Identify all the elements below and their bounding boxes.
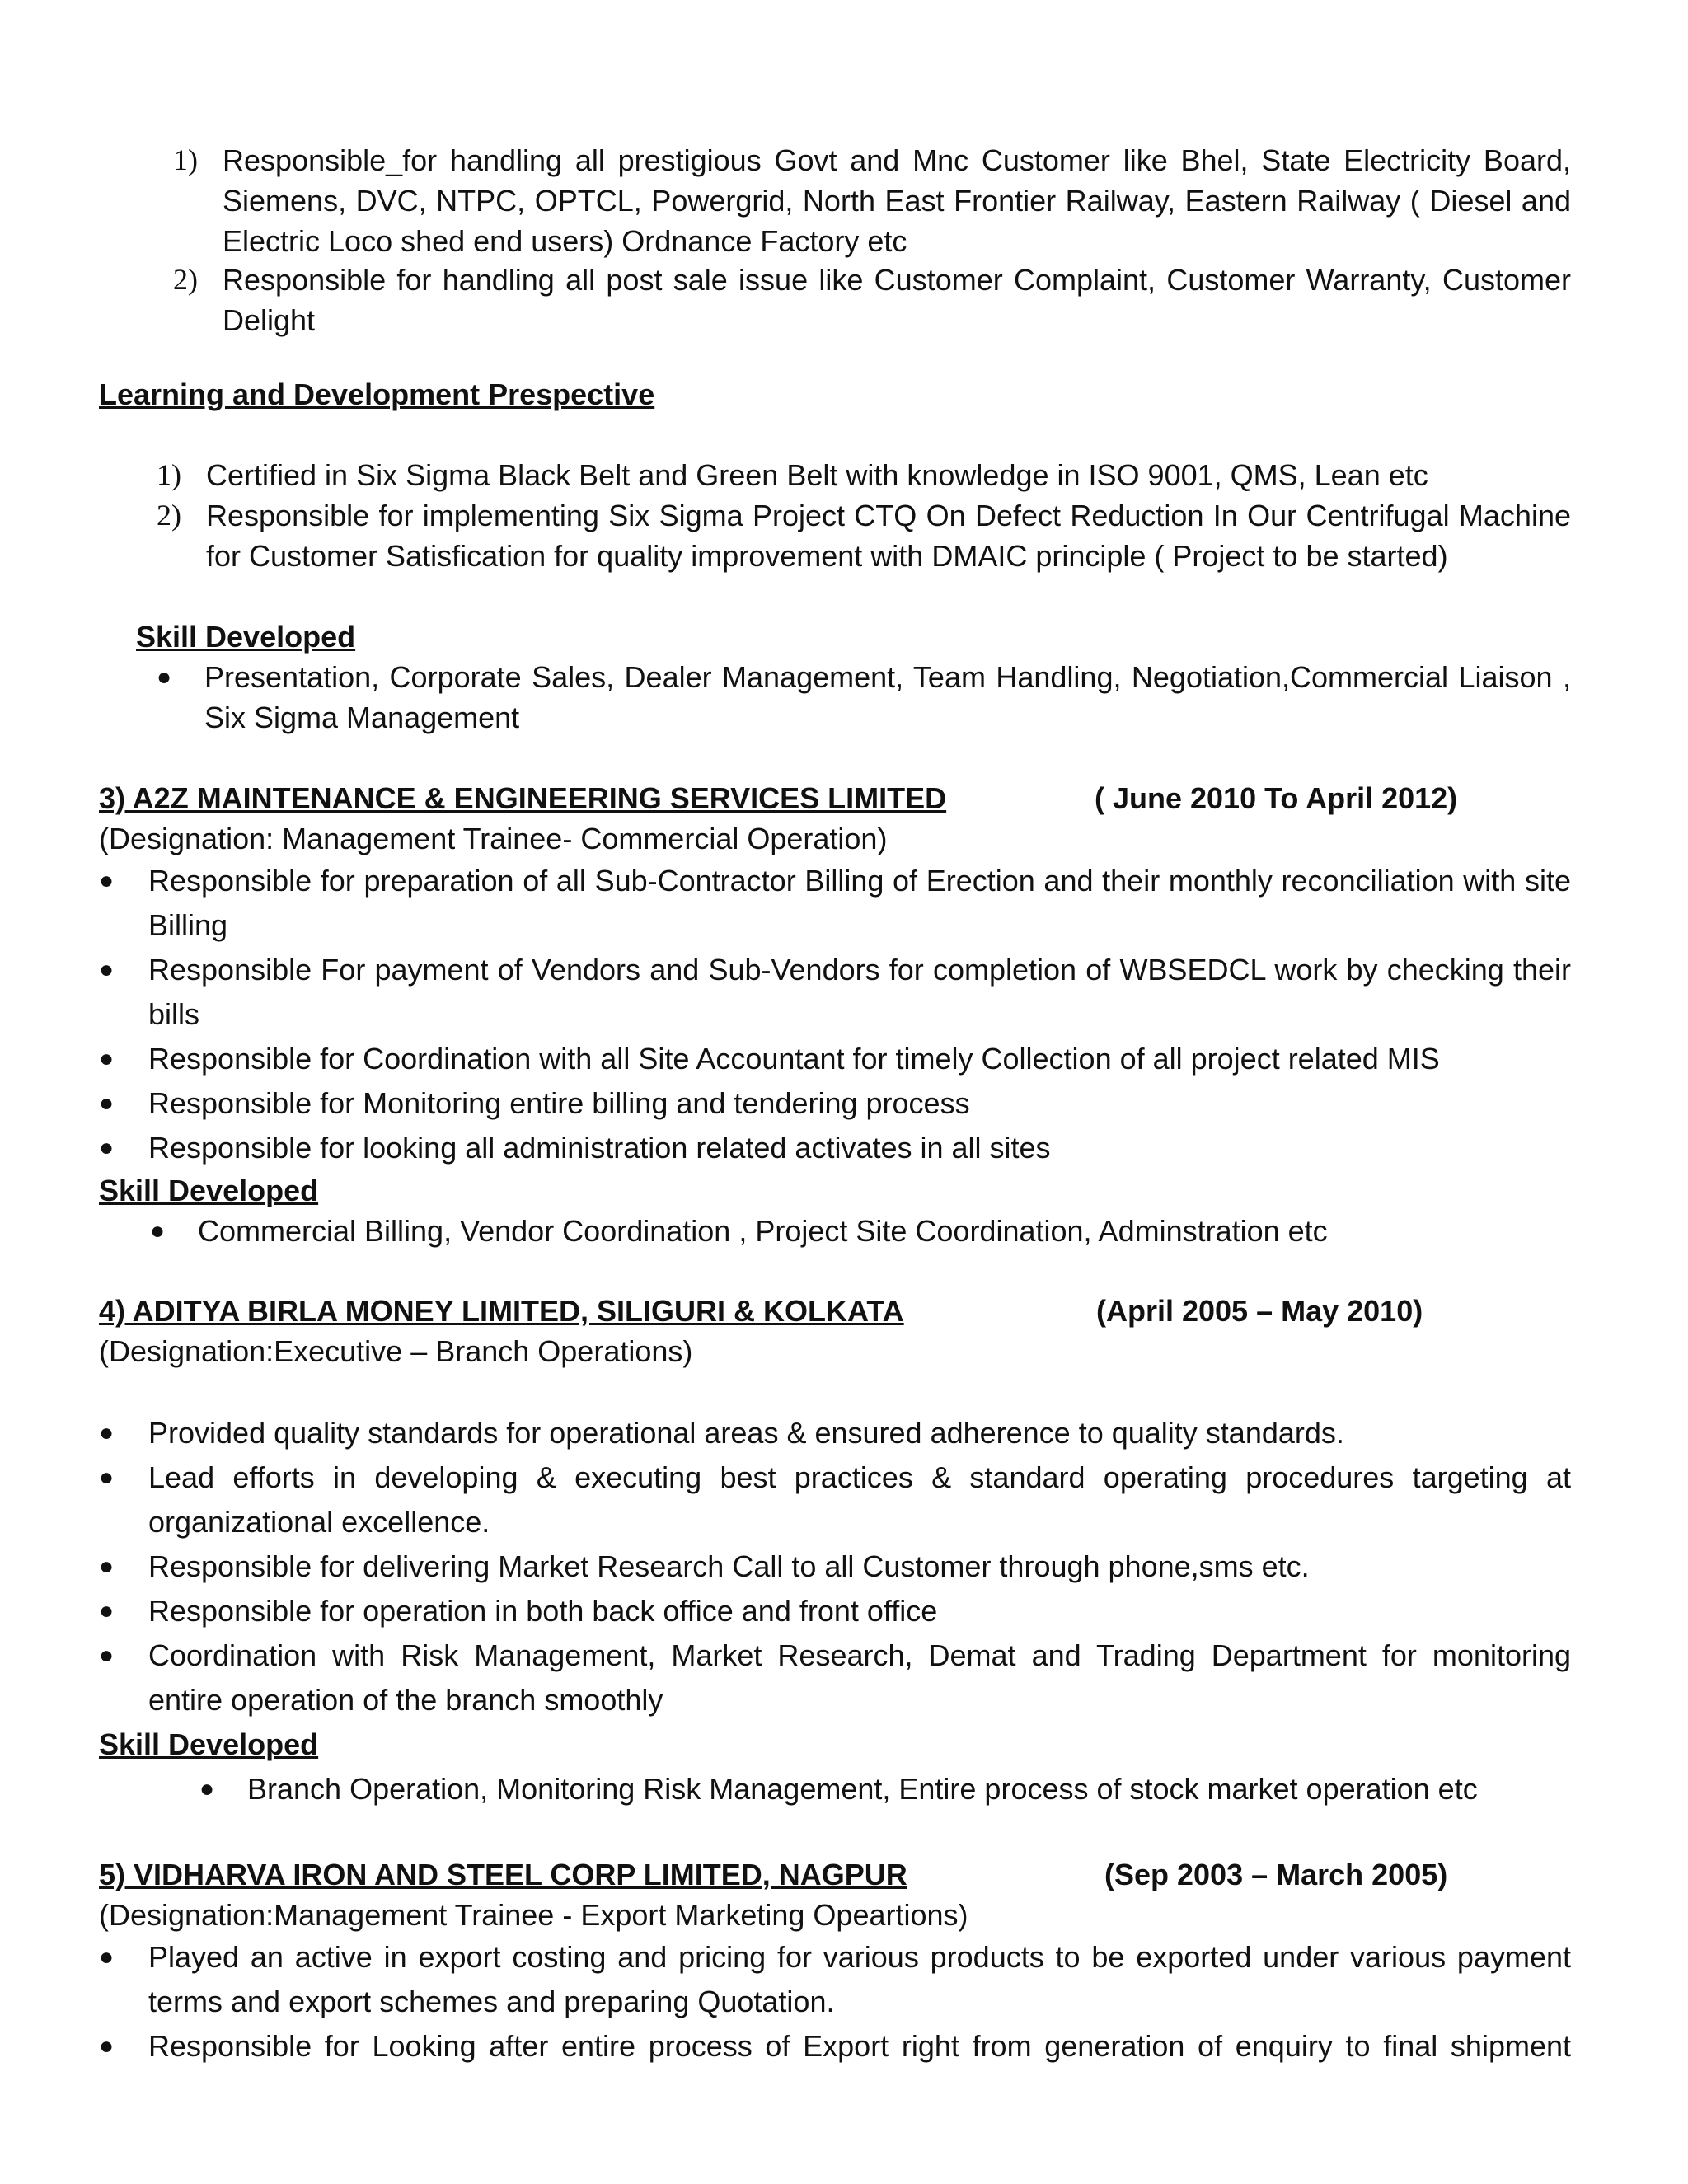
job-dates: ( June 2010 To April 2012) bbox=[1095, 781, 1458, 815]
bullet-icon: ● bbox=[99, 1642, 115, 1669]
bullet-icon: ● bbox=[99, 1597, 115, 1624]
skill-list: Branch Operation, Monitoring Risk Management, Entire process of stock market operation etc bbox=[247, 1772, 1478, 1806]
job-bullet: Responsible for Looking after entire process of Export right from generation of enquiry to final shipment bbox=[148, 2029, 1571, 2063]
job-designation: (Designation:Executive – Branch Operations) bbox=[99, 1334, 693, 1368]
skill-heading: Skill Developed bbox=[99, 1727, 319, 1761]
bullet-icon: ● bbox=[157, 663, 172, 691]
job-title: 4) ADITYA BIRLA MONEY LIMITED, SILIGURI & KOLKATA bbox=[99, 1294, 904, 1328]
job-bullet: Lead efforts in developing & executing best practices & standard operating procedures targeting at organizational excellence. bbox=[148, 1460, 1571, 1539]
job-bullet: Coordination with Risk Management, Market Research, Demat and Trading Department for monitoring entire operation of the branch smoothly bbox=[148, 1638, 1571, 1717]
bullet-icon: ● bbox=[99, 1553, 115, 1580]
list-marker: 2) bbox=[157, 499, 181, 532]
job-dates: (Sep 2003 – March 2005) bbox=[1104, 1858, 1448, 1891]
skill-heading: Skill Developed bbox=[99, 1174, 319, 1207]
job-bullet: Played an active in export costing and pricing for various products to be exported under various payment terms and export schemes and preparing Quotation. bbox=[148, 1940, 1571, 2018]
bullet-icon: ● bbox=[99, 2032, 115, 2060]
bullet-icon: ● bbox=[99, 1464, 115, 1491]
job-title: 3) A2Z MAINTENANCE & ENGINEERING SERVICES LIMITED bbox=[99, 781, 947, 815]
job-title: 5) VIDHARVA IRON AND STEEL CORP LIMITED, NAGPUR bbox=[99, 1858, 907, 1891]
bullet-icon: ● bbox=[199, 1775, 215, 1802]
list-item: Responsible for implementing Six Sigma Project CTQ On Defect Reduction In Our Centrifugal Machine for Customer Satisfication for quality improvement with DMAIC principle ( Project to be started) bbox=[206, 499, 1571, 573]
learning-heading: Learning and Development Prespective bbox=[99, 377, 655, 411]
job-bullet: Responsible for Monitoring entire billing and tendering process bbox=[148, 1086, 970, 1120]
list-marker: 1) bbox=[157, 458, 181, 491]
job-bullet: Responsible For payment of Vendors and Sub-Vendors for completion of WBSEDCL work by checking their bills bbox=[148, 953, 1571, 1031]
job-designation: (Designation: Management Trainee- Commercial Operation) bbox=[99, 822, 888, 855]
bullet-icon: ● bbox=[99, 1943, 115, 1971]
job-bullet: Responsible for preparation of all Sub-Contractor Billing of Erection and their monthly reconciliation with site Billing bbox=[148, 864, 1571, 942]
skill-list: Presentation, Corporate Sales, Dealer Management, Team Handling, Negotiation,Commercial Liaison , Six Sigma Management bbox=[204, 660, 1571, 734]
job-bullet: Responsible for looking all administration related activates in all sites bbox=[148, 1131, 1051, 1165]
skill-list: Commercial Billing, Vendor Coordination , Project Site Coordination, Adminstration etc bbox=[198, 1214, 1328, 1248]
bullet-icon: ● bbox=[99, 956, 115, 983]
job-bullet: Provided quality standards for operational areas & ensured adherence to quality standards. bbox=[148, 1416, 1344, 1450]
list-item: Responsible for handling all post sale issue like Customer Complaint, Customer Warranty, Customer Delight bbox=[223, 263, 1571, 337]
list-marker: 2) bbox=[173, 263, 198, 296]
list-item: Responsible_for handling all prestigious Govt and Mnc Customer like Bhel, State Electricity Board, Siemens, DVC, NTPC, OPTCL, Powergrid, North East Frontier Railway, Eastern Railway ( Diesel and Electric Loco shed end users) Ordnance Factory etc bbox=[223, 143, 1571, 258]
list-marker: 1) bbox=[173, 143, 198, 176]
job-bullet: Responsible for delivering Market Research Call to all Customer through phone,sms etc. bbox=[148, 1549, 1310, 1583]
list-item: Certified in Six Sigma Black Belt and Green Belt with knowledge in ISO 9001, QMS, Lean etc bbox=[206, 458, 1428, 492]
skill-heading: Skill Developed bbox=[136, 620, 356, 654]
job-bullet: Responsible for Coordination with all Site Accountant for timely Collection of all project related MIS bbox=[148, 1042, 1440, 1076]
job-bullet: Responsible for operation in both back office and front office bbox=[148, 1594, 938, 1628]
bullet-icon: ● bbox=[99, 1419, 115, 1446]
bullet-icon: ● bbox=[99, 1134, 115, 1161]
bullet-icon: ● bbox=[99, 1090, 115, 1117]
bullet-icon: ● bbox=[99, 1045, 115, 1072]
bullet-icon: ● bbox=[150, 1217, 166, 1244]
job-dates: (April 2005 – May 2010) bbox=[1096, 1294, 1423, 1328]
job-designation: (Designation:Management Trainee - Export Marketing Opeartions) bbox=[99, 1898, 968, 1932]
bullet-icon: ● bbox=[99, 867, 115, 894]
